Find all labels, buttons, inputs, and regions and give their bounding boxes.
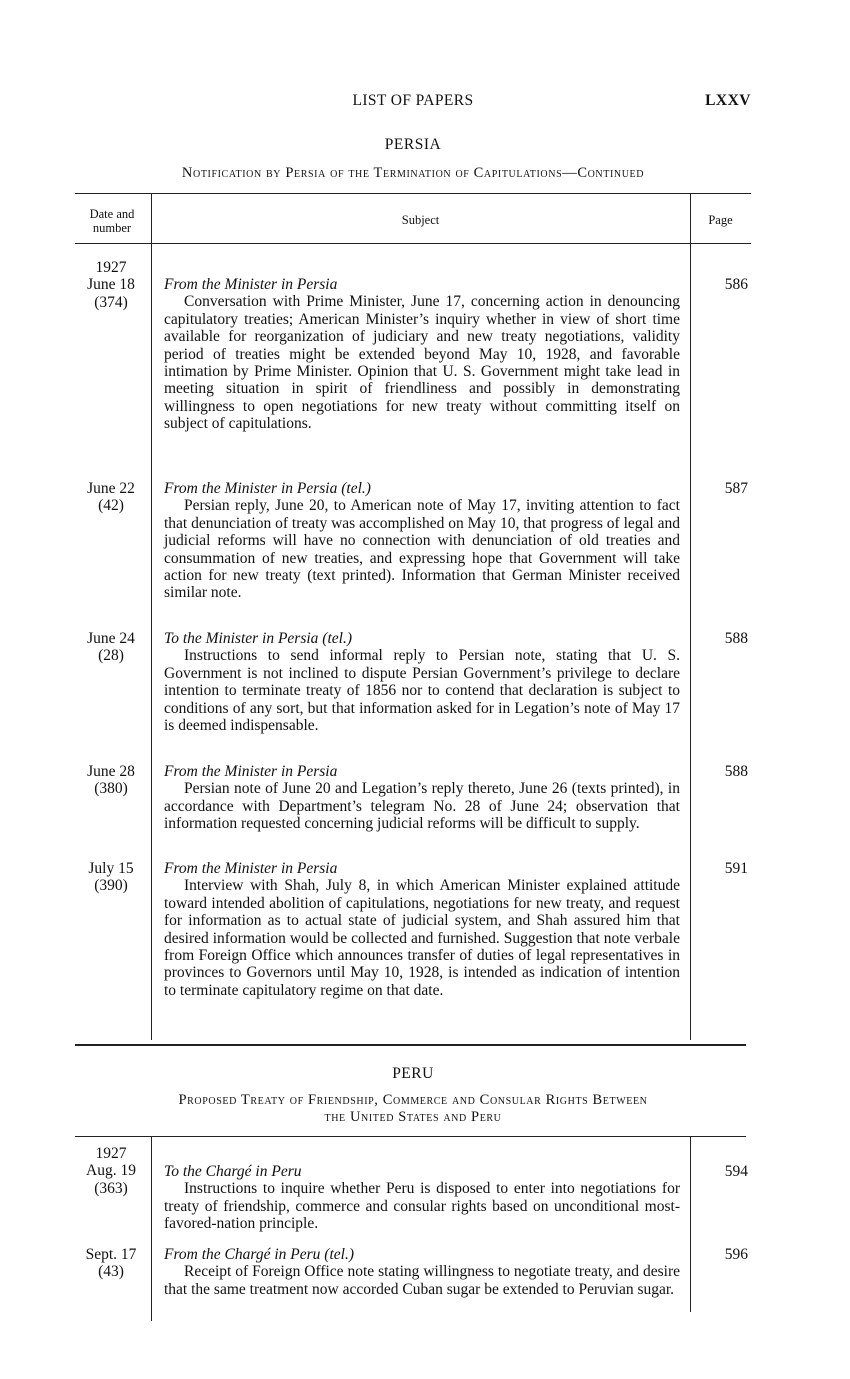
entry-number: (363) xyxy=(94,1179,128,1197)
entry-number: (42) xyxy=(98,497,124,515)
subject-heading-line: the United States and Peru xyxy=(324,1109,502,1125)
running-title: LIST OF PAPERS xyxy=(352,92,474,109)
entry-description: Instructions to send informal reply to Persian note, stating that U. S. Government is not inclined to dispute Persian Government’s privilege to declare intention to terminate treaty of 1856 nor to contend that declaration is subject to conditions of any sort, but that information asked for in Legation’s note of May 17 is deemed indispensable. xyxy=(164,647,680,735)
section-end-rule xyxy=(75,1044,746,1046)
entry-description: Receipt of Foreign Office note stating willingness to negotiate treaty, and desire that the same treatment now accorded Cuban sugar be extended to Peruvian sugar. xyxy=(164,1263,680,1298)
entry-description: Interview with Shah, July 8, in which American Minister explained attitude toward intended abolition of capitulations, negotiations for new treaty, and request for information as to actual state of judicial system, and Shah assured him that desired information would be collected and furnished. Suggestion that note verbale from Foreign Office which announces transfer of duties of legal representatives in provinces to Governors until May 10, 1928, is intended as indication of intention to terminate capitulatory regime on that date. xyxy=(164,877,680,999)
entry-date xyxy=(72,630,150,665)
entry-date xyxy=(72,259,150,311)
entry-number: (390) xyxy=(94,877,128,895)
column-header-date: Date and number xyxy=(89,207,135,235)
entry-subject xyxy=(164,276,680,433)
entry-date-text: June 18 xyxy=(87,276,135,294)
entry-subject xyxy=(164,1163,680,1233)
entry-description: Conversation with Prime Minister, June 17, concerning action in denouncing capitulatory treaties; American Minister’s inquiry whether in view of short time available for reorganization of judiciary and new treaty negotiations, validity period of treaties might be extended beyond May 10, 1928, and favorable intimation by Prime Minister. Opinion that U. S. Government might take lead in meeting situation in spirit of friendliness and possibly in demonstrating willingness to open negotiations for new treaty without committing itself on subject of capitulations. xyxy=(164,293,680,433)
column-header-subject: Subject xyxy=(401,213,440,227)
column-divider-left xyxy=(151,194,152,1040)
entry-from: To the Minister in Persia (tel.) xyxy=(164,630,352,647)
country-heading-peru: PERU xyxy=(392,1065,434,1082)
entry-page: 588 xyxy=(724,763,748,780)
entry-year: 1927 xyxy=(95,1145,127,1162)
entry-page: 586 xyxy=(724,276,748,293)
entry-subject xyxy=(164,860,680,999)
entry-description: Persian note of June 20 and Legation’s reply thereto, June 26 (texts printed), in accordance with Department’s telegram No. 28 of June 24; observation that information requested concerning judicial reforms will be difficult to supply. xyxy=(164,780,680,833)
column-header-page: Page xyxy=(708,213,733,227)
entry-number: (380) xyxy=(94,780,128,798)
entry-date-text: June 24 xyxy=(87,630,135,647)
entry-number: (374) xyxy=(94,293,128,311)
entry-number: (28) xyxy=(98,647,124,665)
entry-number: (43) xyxy=(98,1263,124,1281)
table-top-rule xyxy=(75,193,751,194)
entry-subject xyxy=(164,763,680,833)
entry-page: 591 xyxy=(724,860,748,877)
running-head xyxy=(75,92,751,114)
entry-from: To the Chargé in Peru xyxy=(164,1163,302,1180)
entry-date-text: July 15 xyxy=(88,860,134,877)
entry-page: 587 xyxy=(724,480,748,497)
entry-page: 588 xyxy=(724,630,748,647)
entry-date xyxy=(72,480,150,515)
subject-heading-peru xyxy=(75,1092,751,1126)
entry-description: Instructions to inquire whether Peru is disposed to enter into negotiations for treaty of friendship, commerce and consular rights based on unconditional most-favored-nation principle. xyxy=(164,1180,680,1233)
entry-from: From the Minister in Persia xyxy=(164,763,338,780)
entry-from: From the Minister in Persia xyxy=(164,276,338,293)
subject-heading-persia: Notification by Persia of the Termination of Capitulations—Continued xyxy=(181,165,645,181)
entry-date-text: Sept. 17 xyxy=(85,1246,137,1263)
entry-year: 1927 xyxy=(95,259,127,276)
entry-date-text: June 28 xyxy=(87,763,135,780)
entry-date xyxy=(72,763,150,798)
entry-from: From the Minister in Persia xyxy=(164,860,338,877)
entry-from: From the Chargé in Peru (tel.) xyxy=(164,1246,354,1263)
column-divider-right xyxy=(690,194,691,1040)
entry-description: Persian reply, June 20, to American note of May 17, inviting attention to fact that denunciation of treaty was accomplished on May 10, that progress of legal and judicial reforms will have no connection with denunciation of old treaties and consummation of new treaties, and expressing hope that Government will take action for new treaty (text printed). Information that German Minister received similar note. xyxy=(164,497,680,602)
column-divider-left xyxy=(151,1137,152,1321)
page-numeral: LXXV xyxy=(705,92,751,109)
entry-date xyxy=(72,860,150,895)
entry-subject xyxy=(164,1246,680,1298)
entry-subject xyxy=(164,630,680,734)
entry-date-text: June 22 xyxy=(87,480,135,497)
subject-heading-line: Proposed Treaty of Friendship, Commerce and Consular Rights Between xyxy=(178,1092,648,1108)
entry-date-text: Aug. 19 xyxy=(86,1162,136,1180)
table-top-rule xyxy=(75,1136,746,1137)
entry-date xyxy=(72,1145,150,1197)
entry-date xyxy=(72,1246,150,1281)
entry-page: 596 xyxy=(724,1246,748,1263)
entry-from: From the Minister in Persia (tel.) xyxy=(164,480,371,497)
header-bottom-rule xyxy=(75,243,751,244)
country-heading-persia: PERSIA xyxy=(384,136,442,153)
entry-subject xyxy=(164,480,680,602)
entry-page: 594 xyxy=(724,1163,748,1180)
